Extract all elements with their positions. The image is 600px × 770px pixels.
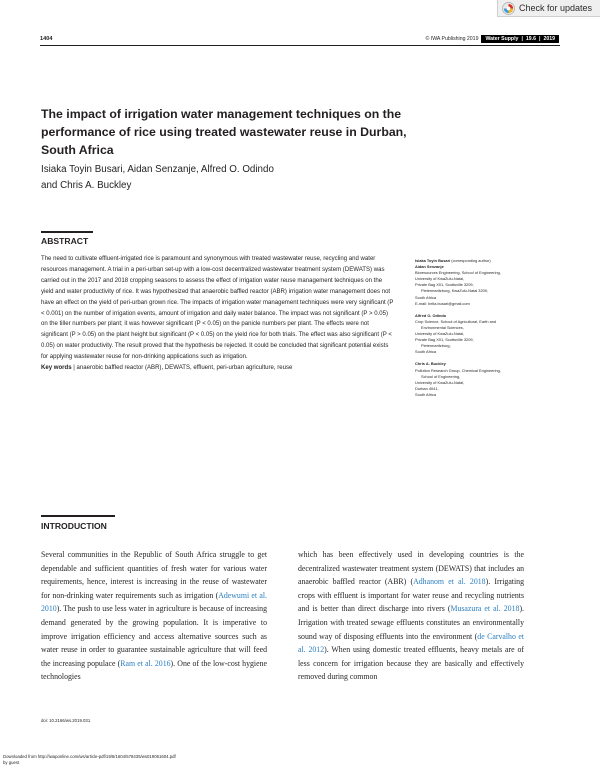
intro-text: ). The push to use less water in agriculture is because of increasing demand generated by the growing population. It is imperative to improve irrigation efficiency and access alternative sources such as water reuse in order to guarantee sustainable agriculture that will feed the increasing populace ( <box>41 604 267 668</box>
citation-link[interactable]: Adewumi et al. 2010 <box>41 590 267 614</box>
affil-line: Pietermaritzburg, KwaZulu-Natal 3209, <box>421 288 489 294</box>
keywords <box>41 363 395 374</box>
intro-text: ). One of the low-cost hygiene technologies <box>41 658 267 682</box>
intro-text: ). Irrigation with treated sewage effluents constitutes an environmentally sound way of disposing effluents into the environment ( <box>298 604 525 641</box>
download-url: Downloaded from http://iwaponline.com/ws/article-pdf/19/6/1604/578435/ws019061604.pdf <box>3 754 176 759</box>
author-line-2: and Chris A. Buckley <box>41 180 132 191</box>
intro-column-left <box>41 548 267 684</box>
separator-1: | <box>521 36 523 42</box>
introduction-heading: INTRODUCTION <box>41 521 107 531</box>
citation-link[interactable]: Musazura et al. 2018 <box>450 604 520 614</box>
affil-line: University of KwaZulu-Natal, <box>415 331 465 337</box>
affil-line: South Africa <box>415 349 436 355</box>
affil-email: E-mail: bella.busari@gmail.com <box>415 300 470 306</box>
download-by: by guest <box>3 760 20 765</box>
article-title: The impact of irrigation water management techniques on the performance of rice using treated wastewater reuse in Durban, South Africa <box>41 107 407 157</box>
header-rule <box>40 45 560 46</box>
affil-line: University of KwaZulu-Natal, <box>415 379 465 385</box>
author-line-1: Isiaka Toyin Busari, Aidan Senzanje, Alfred O. Odindo <box>41 164 274 175</box>
check-for-updates-button[interactable] <box>497 0 600 17</box>
download-note <box>3 754 176 766</box>
affiliations <box>415 258 565 404</box>
affil-line: Pollution Research Group, Chemical Engineering, <box>415 367 501 373</box>
affil-name: Alfred O. Odindo <box>415 312 447 318</box>
page-number: 1404 <box>40 36 53 42</box>
affil-line: Private Bag X01, Scottsville 3209, <box>415 337 474 343</box>
intro-text: Several communities in the Republic of South Africa struggle to get dependable and sufficient quantities of fresh water for various water requirements, hence, interest is increasing in the reuse of wastewater for non-drinking water requirements such as irrigation ( <box>41 550 267 600</box>
affil-line: Bioresources Engineering, School of Engineering, <box>415 270 501 276</box>
abstract-body <box>41 254 395 374</box>
affil-line: South Africa <box>415 391 436 397</box>
affil-line: Durban 4041, <box>415 385 439 391</box>
keywords-label: Key words <box>41 365 72 372</box>
citation-link[interactable]: Adhanom et al. 2018 <box>413 577 486 587</box>
affil-line: University of KwaZulu-Natal, <box>415 276 465 282</box>
running-header <box>426 35 559 43</box>
affil-line: Pietermaritzburg, <box>421 343 451 349</box>
affiliation-odindo <box>415 313 565 356</box>
intro-column-right <box>298 548 524 684</box>
affil-line: South Africa <box>415 294 436 300</box>
affil-line: School of Engineering, <box>421 373 461 379</box>
abstract-text: The need to cultivate effluent-irrigated rice is paramount and synonymous with treated wastewater reuse, recycling and water resources management. A trial in a peri-urban set-up with a low-cost decentralized wastewater treatment system (DEWATS) was carried out in the 2017 and 2018 cropping seasons to assess the effect of irrigation water reuse management techniques on the yield and water productivity of rice. It was hypothesized that anaerobic baffled reactor (ABR) irrigation water management does not have an effect on the yield of peri-urban grown rice. The impacts of irrigation water management techniques were very significant (P < 0.001) on the number of irrigation events, amount of irrigation and daily water balance. The impact was not significant (P > 0.05) on the tiller numbers per plant; it was however significant (P < 0.05) on the panicle numbers per plant. The effects were not significant (P > 0.05) on the plant height but significant (P < 0.05) on the yield rice for both trials. The effect was also significant (P < 0.05) on water productivity. The result proved that the hypothesis be rejected. It could be concluded that significant potential exists for applying wastewater reuse for non-drinking applications such as irrigation. <box>41 256 394 361</box>
affiliation-busari <box>415 258 565 307</box>
journal-name: Water Supply <box>485 36 519 42</box>
affil-line: Crop Science, School of Agricultural, Earth and <box>415 318 497 324</box>
affil-line: Environmental Sciences, <box>421 324 464 330</box>
publisher-line: © IWA Publishing 2019 <box>425 36 479 42</box>
keywords-list: | anaerobic baffled reactor (ABR), DEWATS, effluent, peri-urban agriculture, reuse <box>71 365 293 372</box>
doi: doi: 10.2166/ws.2019.031 <box>41 718 91 723</box>
check-for-updates-label: Check for updates <box>519 3 593 13</box>
affil-role: (corresponding author) <box>450 258 491 263</box>
check-updates-icon <box>502 2 515 15</box>
abstract-heading: ABSTRACT <box>41 236 89 246</box>
citation-link[interactable]: Ram et al. 2016 <box>120 658 171 668</box>
author-list <box>41 162 381 194</box>
separator-2: | <box>539 36 541 42</box>
affil-name: Chris A. Buckley <box>415 361 446 367</box>
affil-line: Private Bag X01, Scottsville 3209, <box>415 282 474 288</box>
affiliation-buckley <box>415 361 565 398</box>
intro-text: ). Irrigating crops with effluent is important for water reuse and recycling nutrients and is better than direct discharge into rivers ( <box>298 577 525 614</box>
year: 2019 <box>543 36 555 42</box>
citation-link[interactable]: de Carvalho et al. 2012 <box>298 631 524 655</box>
abstract-rule <box>41 231 93 233</box>
affil-name: Aidan Senzanje <box>415 264 444 270</box>
intro-text: ). When using domestic treated effluents, heavy metals are of less concern for irrigation because they are basically and effectively removed during common <box>298 645 524 682</box>
introduction-rule <box>41 515 115 517</box>
journal-bar <box>481 35 559 43</box>
affil-name: Isiaka Toyin Busari <box>415 258 451 263</box>
intro-text: which has been effectively used in developing countries is the decentralized wastewater treatment system (DEWATS) that includes an anaerobic baffled reactor (ABR) ( <box>298 550 524 587</box>
volume-issue: 19.6 <box>525 36 536 42</box>
